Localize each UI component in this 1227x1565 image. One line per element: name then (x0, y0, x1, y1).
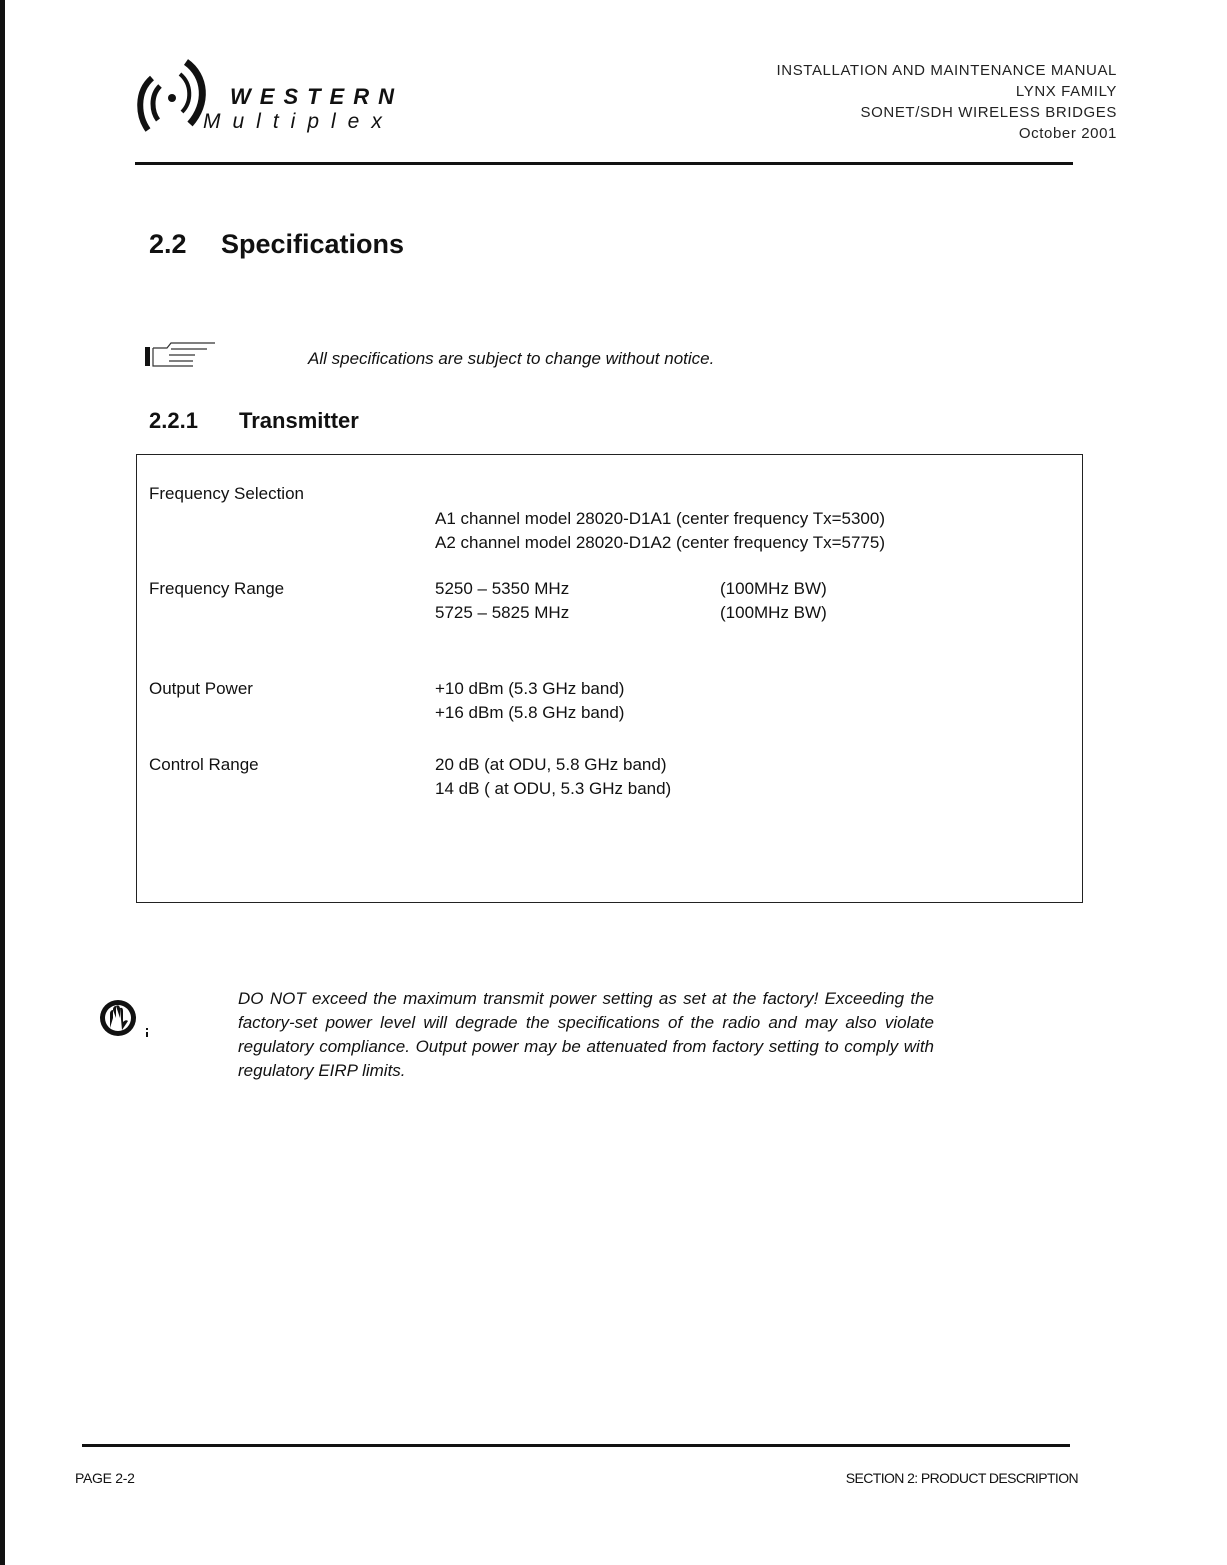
spec-bandwidth: (100MHz BW) (720, 603, 827, 622)
spec-value: A1 channel model 28020-D1A1 (center frequency Tx=5300) (435, 509, 885, 528)
transmitter-spec-table (136, 454, 1083, 903)
spec-value: 5725 – 5825 MHz (435, 603, 570, 622)
power-warning-text: DO NOT exceed the maximum transmit power setting as set at the factory! Exceeding the factory-set power level will degrade the specifications of the radio and may also violate regulatory compliance. Output power may be attenuated from factory setting to comply with regulatory EIRP limits. (238, 989, 934, 1080)
spec-value-line (435, 577, 827, 601)
spec-bandwidth: (100MHz BW) (720, 579, 827, 598)
stop-hand-icon (98, 998, 154, 1051)
spec-values (435, 677, 720, 725)
spec-value-line (435, 777, 720, 801)
spec-value-line (435, 531, 885, 555)
spec-values (435, 507, 885, 555)
subsection-heading (149, 408, 359, 434)
header-line-family: LYNX FAMILY (1015, 83, 1117, 100)
document-header (777, 60, 1118, 144)
section-footer: SECTION 2: PRODUCT DESCRIPTION (845, 1470, 1078, 1486)
spec-value: 14 dB ( at ODU, 5.3 GHz band) (435, 779, 672, 798)
footer-rule (82, 1444, 1070, 1447)
pointing-hand-icon (145, 338, 217, 375)
company-logo (130, 58, 430, 138)
spec-values (435, 577, 827, 625)
page-edge-bar (0, 0, 5, 1565)
spec-value-line (435, 601, 827, 625)
subsection-title-text: Transmitter (239, 408, 359, 433)
subsection-number: 2.2.1 (149, 408, 198, 433)
spec-values (435, 753, 720, 801)
spec-value: +16 dBm (5.8 GHz band) (435, 703, 625, 722)
header-line-date: October 2001 (1018, 125, 1117, 142)
spec-value-line (435, 753, 720, 777)
logo-text-western: WESTERN (230, 84, 403, 109)
spec-value-line (435, 507, 885, 531)
spec-label: Frequency Range (149, 579, 285, 598)
spec-label: Frequency Selection (149, 484, 304, 503)
section-number: 2.2 (149, 229, 187, 259)
spec-label: Output Power (149, 679, 253, 698)
spec-value-line (435, 701, 720, 725)
spec-value-line (435, 677, 720, 701)
header-line-product: SONET/SDH WIRELESS BRIDGES (860, 104, 1117, 121)
spec-value: +10 dBm (5.3 GHz band) (435, 679, 625, 698)
spec-value: A2 channel model 28020-D1A2 (center frequency Tx=5775) (435, 533, 885, 552)
logo-text-multiplex: Multiplex (203, 110, 394, 133)
section-title-text: Specifications (221, 229, 405, 259)
header-line-manual: INSTALLATION AND MAINTENANCE MANUAL (776, 62, 1117, 79)
specs-notice: All specifications are subject to change without notice. (308, 349, 715, 368)
page-number: PAGE 2-2 (75, 1470, 135, 1486)
header-rule (135, 162, 1073, 165)
section-heading (149, 229, 404, 260)
spec-value: 20 dB (at ODU, 5.8 GHz band) (435, 755, 667, 774)
spec-label: Control Range (149, 755, 259, 774)
spec-value: 5250 – 5350 MHz (435, 579, 570, 598)
